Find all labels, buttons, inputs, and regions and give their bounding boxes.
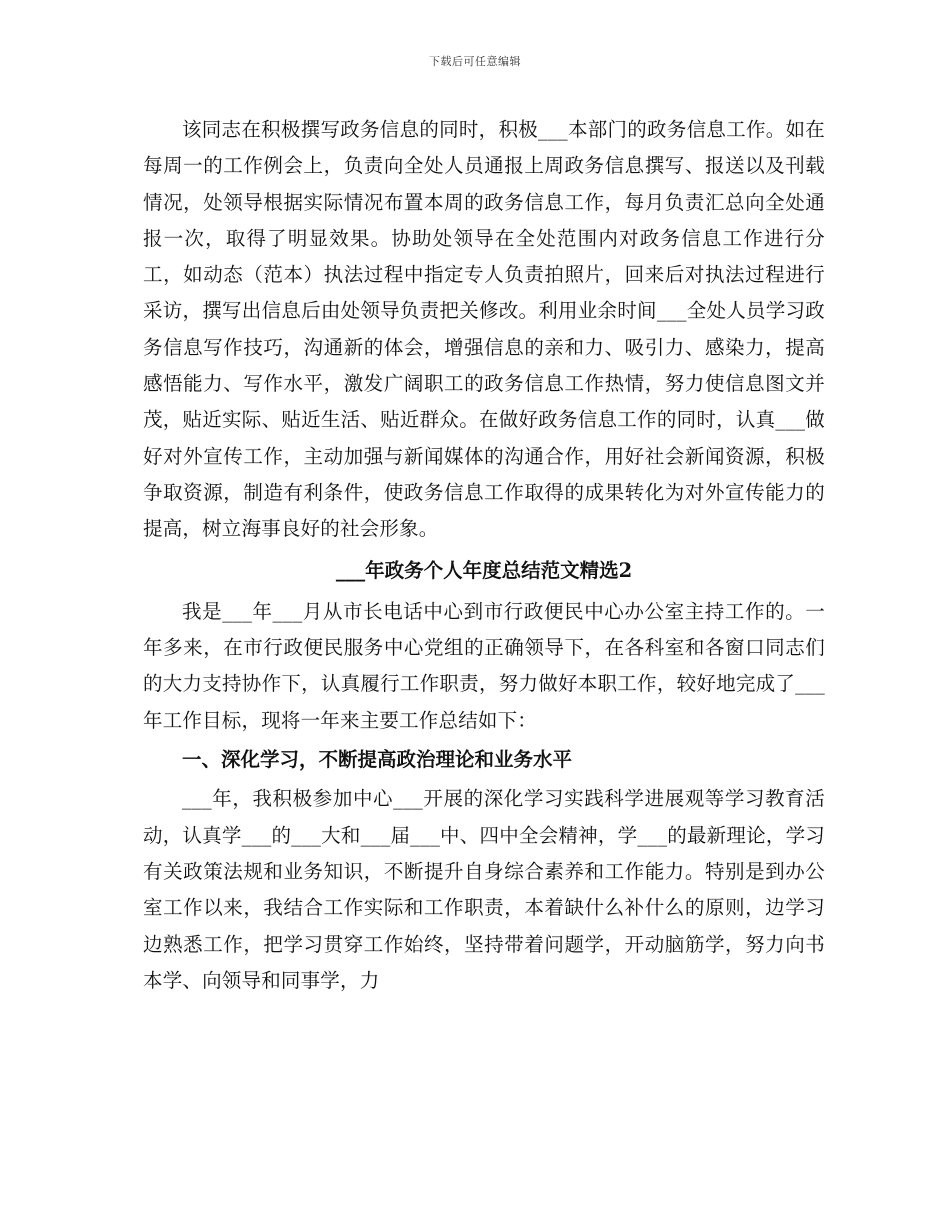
section-title: ___年政务个人年度总结范文精选2 (335, 558, 633, 582)
section-heading-1: 一、深化学习，不断提高政治理论和业务水平 (182, 748, 573, 772)
body-paragraph-2: 我是___年___月从市长电话中心到市行政便民中心办公室主持工作的。一年多来，在市行政便民服务中心党组的正确领导下，在各科室和各窗口同志们的大力支持协作下，认真履行工作职责，努力做好本职工作，较好地完成了___年工作目标，现将一年来主要工作总结如下： (143, 599, 825, 732)
body-paragraph-3: ___年，我积极参加中心___开展的深化学习实践科学进展观等学习教育活动，认真学___的___大和___届___中、四中全会精神，学___的最新理论，学习有关政策法规和业务知识，不断提升自身综合素养和工作能力。特别是到办公室工作以来，我结合工作实际和工作职责，本着缺什么补什么的原则，边学习边熟悉工作，把学习贯穿工作始终，坚持带着问题学，开动脑筋学，努力向书本学、向领导和同事学，力 (143, 787, 825, 992)
body-paragraph-1: 该同志在积极撰写政务信息的同时，积极___本部门的政务信息工作。如在每周一的工作例会上，负责向全处人员通报上周政务信息撰写、报送以及刊载情况，处领导根据实际情况布置本周的政务信息工作，每月负责汇总向全处通报一次，取得了明显效果。协助处领导在全处范围内对政务信息工作进行分工，如动态（范本）执法过程中指定专人负责拍照片，回来后对执法过程进行采访，撰写出信息后由处领导负责把关修改。利用业余时间___全处人员学习政务信息写作技巧，沟通新的体会，增强信息的亲和力、吸引力、感染力，提高感悟能力、写作水平，激发广阔职工的政务信息工作热情，努力使信息图文并茂，贴近实际、贴近生活、贴近群众。在做好政务信息工作的同时，认真___做好对外宣传工作，主动加强与新闻媒体的沟通合作，用好社会新闻资源，积极争取资源，制造有利条件，使政务信息工作取得的成果转化为对外宣传能力的提高，树立海事良好的社会形象。 (143, 118, 825, 541)
document-body (143, 112, 825, 999)
page-header-note: 下载后可任意编辑 (429, 55, 521, 68)
